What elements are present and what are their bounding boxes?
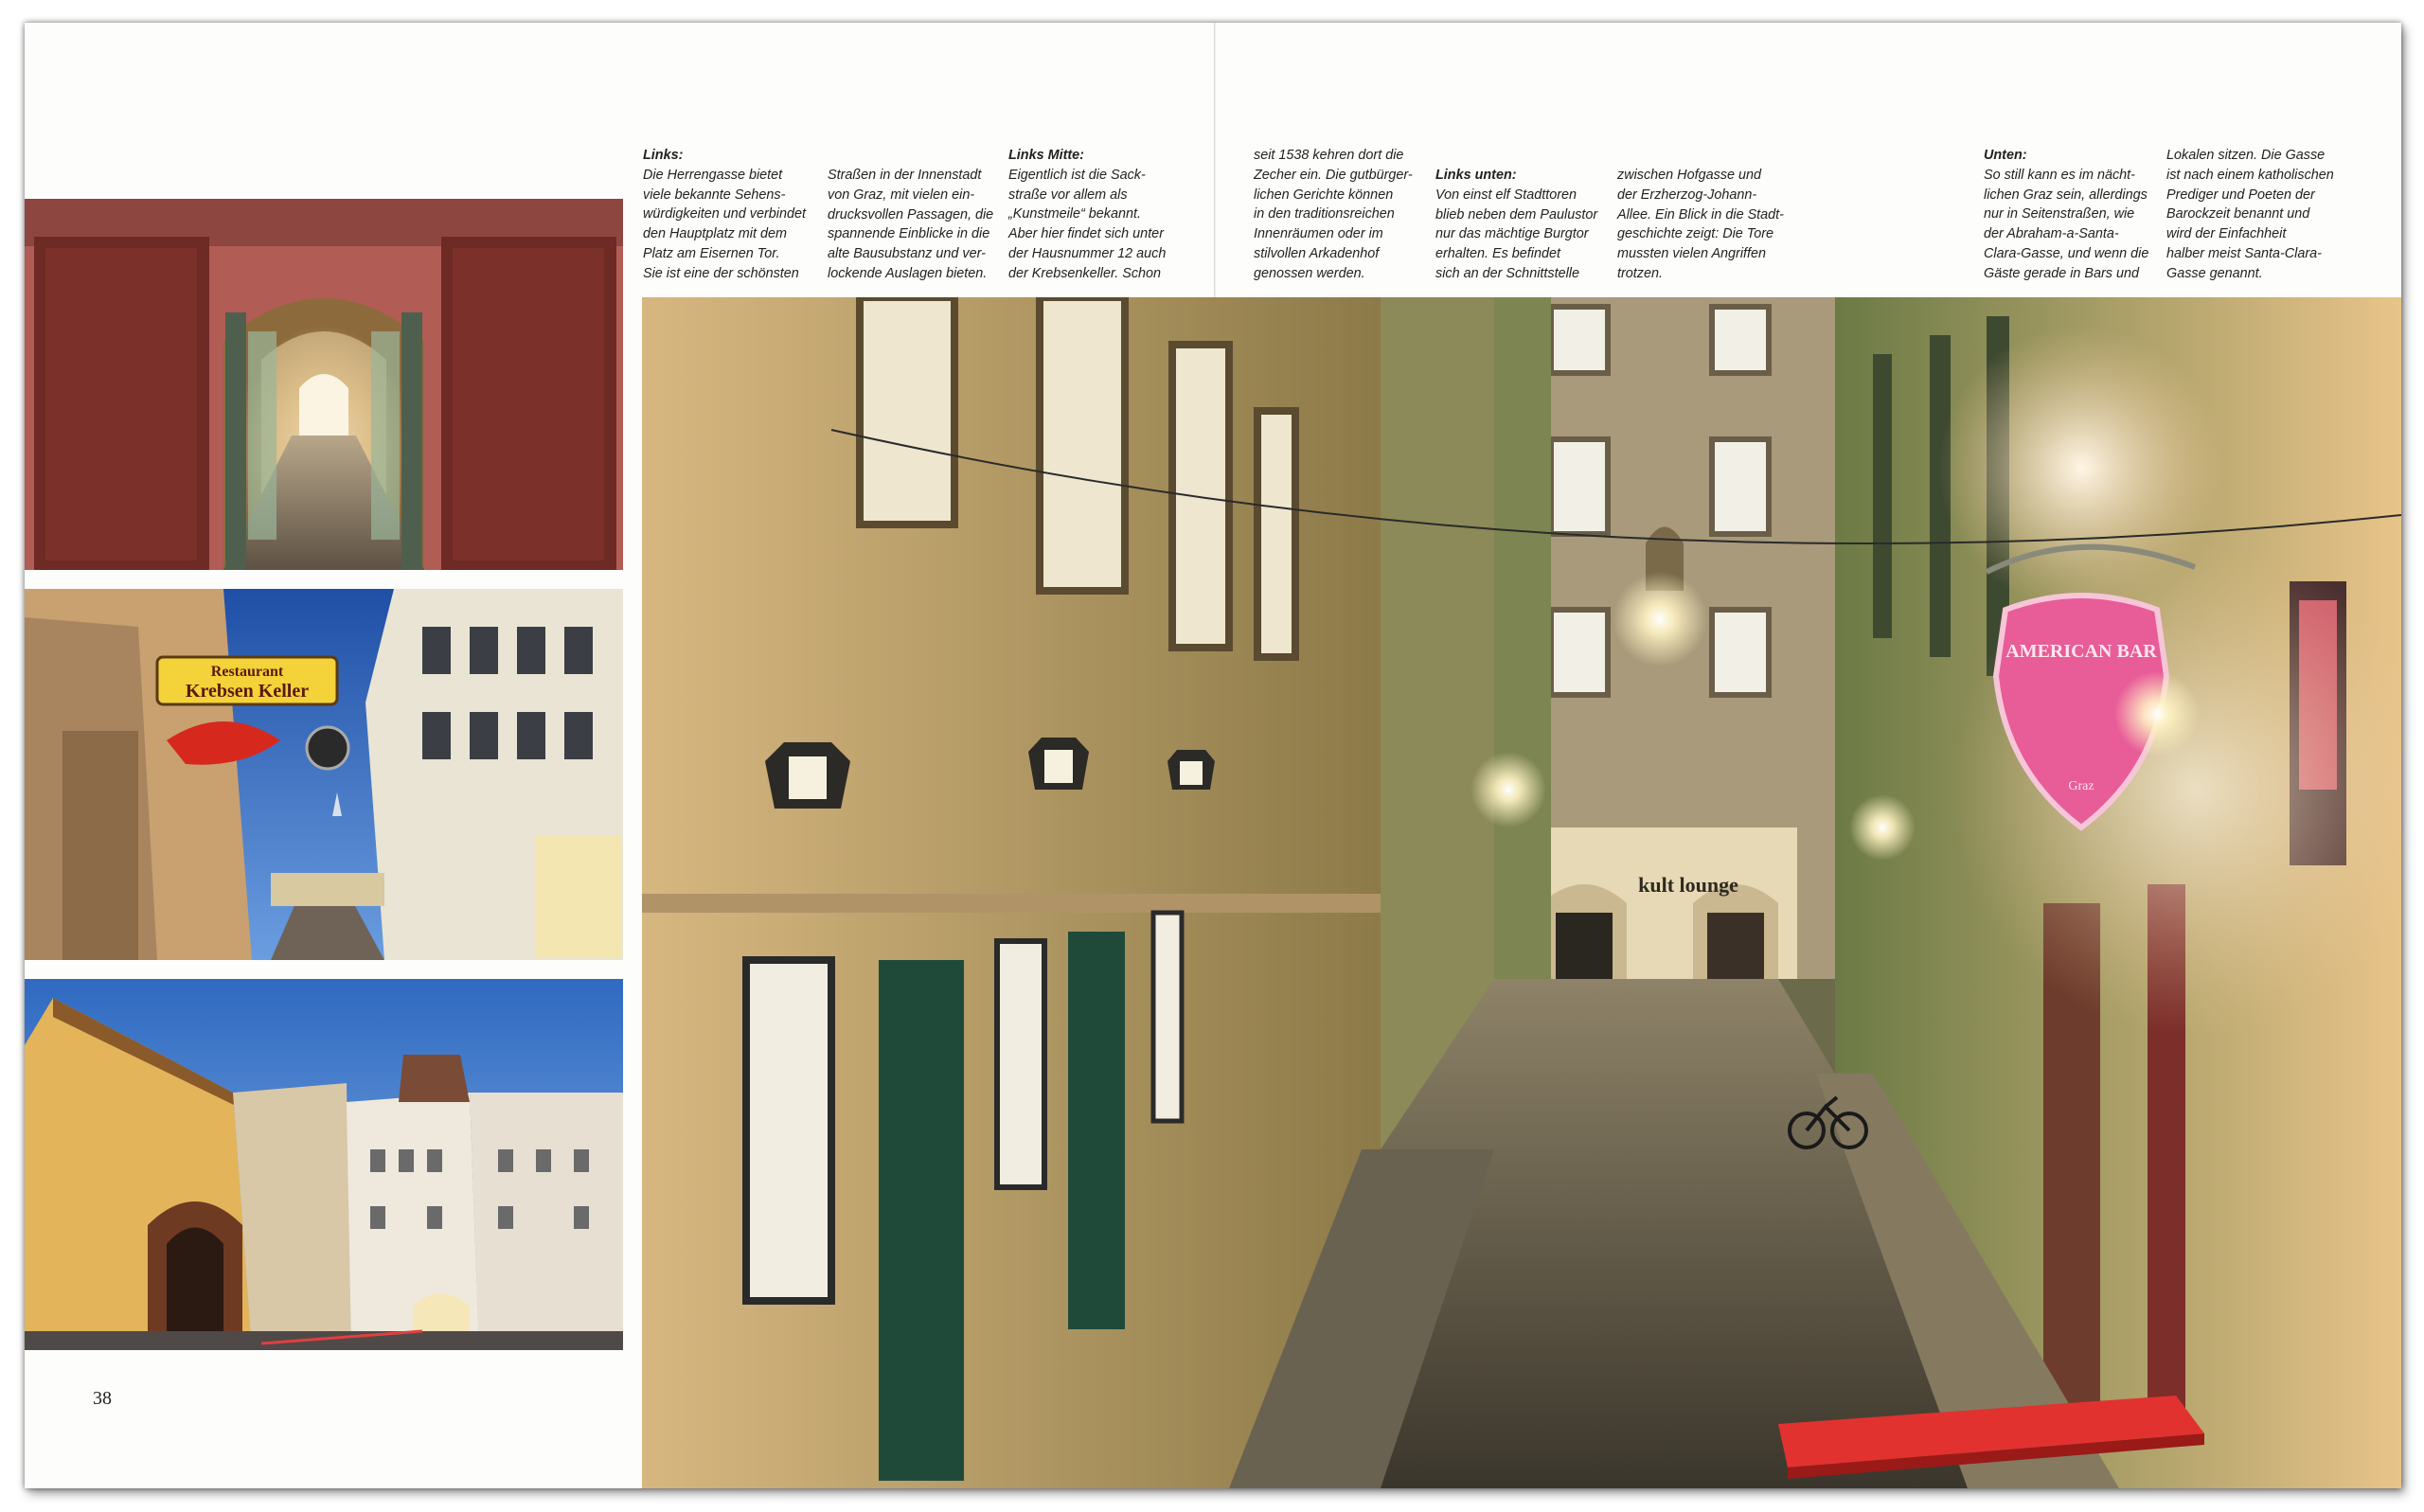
caption-line: erhalten. Es befindet	[1435, 246, 1561, 262]
caption-line: genossen werden.	[1254, 265, 1365, 281]
caption-line: von Graz, mit vielen ein-	[828, 187, 975, 203]
caption-line: in den traditionsreichen	[1254, 206, 1395, 222]
caption-line: der Abraham-a-Santa-	[1984, 226, 2119, 242]
caption-line: drucksvollen Passagen, die	[828, 206, 994, 222]
photo-herrengasse-passage	[25, 199, 623, 570]
caption-line: lichen Graz sein, allerdings	[1984, 187, 2148, 203]
caption-line: Die Herrengasse bietet	[643, 167, 783, 183]
american-bar-sign-top: AMERICAN BAR	[2005, 641, 2157, 662]
caption-line: der Hausnummer 12 auch	[1008, 245, 1167, 261]
caption-column-7	[1984, 146, 2164, 284]
photo-burgtor	[25, 979, 623, 1350]
caption-line: Allee. Ein Blick in die Stadt-	[1617, 206, 1784, 222]
caption-line: Gasse genannt.	[2166, 265, 2263, 281]
page-number: 38	[93, 1388, 112, 1409]
caption-heading: Links:	[643, 148, 684, 163]
caption-line: Aber hier findet sich unter	[1008, 226, 1164, 242]
caption-line: ist nach einem katholischen	[2166, 167, 2334, 183]
caption-line: Platz am Eisernen Tor.	[643, 245, 780, 261]
caption-line: nur in Seitenstraßen, wie	[1984, 206, 2135, 222]
caption-line: Lokalen sitzen. Die Gasse	[2166, 148, 2326, 163]
caption-line: spannende Einblicke in die	[828, 226, 990, 242]
caption-column-6	[1617, 166, 1797, 284]
caption-line: mussten vielen Angriffen	[1617, 246, 1767, 262]
caption-column-8	[2166, 146, 2346, 284]
caption-heading: Links Mitte:	[1008, 148, 1084, 163]
caption-line: Innenräumen oder im	[1254, 226, 1383, 242]
krebsenkeller-sign-restaurant: Restaurant	[210, 664, 284, 680]
caption-line: Sie ist eine der schönsten	[643, 265, 799, 281]
caption-line: lichen Gerichte können	[1254, 187, 1394, 203]
caption-column-2	[828, 166, 1007, 284]
caption-line: Straßen in der Innenstadt	[828, 168, 982, 183]
caption-line: geschichte zeigt: Die Tore	[1617, 226, 1774, 242]
caption-line: „Kunstmeile“ bekannt.	[1008, 206, 1141, 222]
caption-line: der Erzherzog-Johann-	[1617, 187, 1757, 203]
caption-column-4	[1254, 146, 1434, 284]
caption-heading: Links unten:	[1435, 168, 1517, 183]
caption-line: trotzen.	[1617, 265, 1663, 281]
caption-line: viele bekannte Sehens-	[643, 187, 786, 203]
caption-line: stilvollen Arkadenhof	[1254, 245, 1380, 261]
caption-line: alte Bausubstanz und ver-	[828, 246, 986, 262]
caption-line: nur das mächtige Burgtor	[1435, 226, 1589, 242]
caption-line: Eigentlich ist die Sack-	[1008, 167, 1146, 183]
kult-lounge-sign: kult lounge	[1638, 873, 1738, 897]
caption-column-1	[643, 146, 823, 284]
caption-line: Clara-Gasse, und wenn die	[1984, 245, 2149, 261]
caption-line: wird der Einfachheit	[2166, 226, 2287, 242]
caption-line: den Hauptplatz mit dem	[643, 226, 787, 242]
caption-line: straße vor allem als	[1008, 187, 1128, 203]
krebsenkeller-sign-name: Krebsen Keller	[185, 681, 310, 702]
caption-line: Prediger und Poeten der	[2166, 187, 2315, 203]
caption-line: zwischen Hofgasse und	[1617, 168, 1761, 183]
caption-line: blieb neben dem Paulustor	[1435, 206, 1598, 222]
american-bar-sign-bottom: Graz	[2068, 779, 2094, 793]
caption-line: So still kann es im nächt-	[1984, 167, 2135, 183]
caption-column-5	[1435, 166, 1615, 284]
caption-line: der Krebsenkeller. Schon	[1008, 265, 1162, 281]
caption-line: Von einst elf Stadttoren	[1435, 187, 1577, 203]
caption-line: würdigkeiten und verbindet	[643, 206, 806, 222]
caption-line: Barockzeit benannt und	[2166, 206, 2310, 222]
caption-line: lockende Auslagen bieten.	[828, 265, 988, 281]
photo-santa-clara-gasse	[642, 297, 2401, 1488]
caption-line: sich an der Schnittstelle	[1435, 265, 1579, 281]
caption-column-3	[1008, 146, 1188, 284]
book-spread	[25, 23, 2401, 1488]
caption-line: seit 1538 kehren dort die	[1254, 148, 1404, 163]
caption-line: halber meist Santa-Clara-	[2166, 245, 2322, 261]
caption-line: Gäste gerade in Bars und	[1984, 265, 2139, 281]
caption-heading: Unten:	[1984, 148, 2027, 163]
caption-line: Zecher ein. Die gutbürger-	[1254, 167, 1413, 183]
photo-sackstrasse-krebsenkeller	[25, 589, 623, 960]
